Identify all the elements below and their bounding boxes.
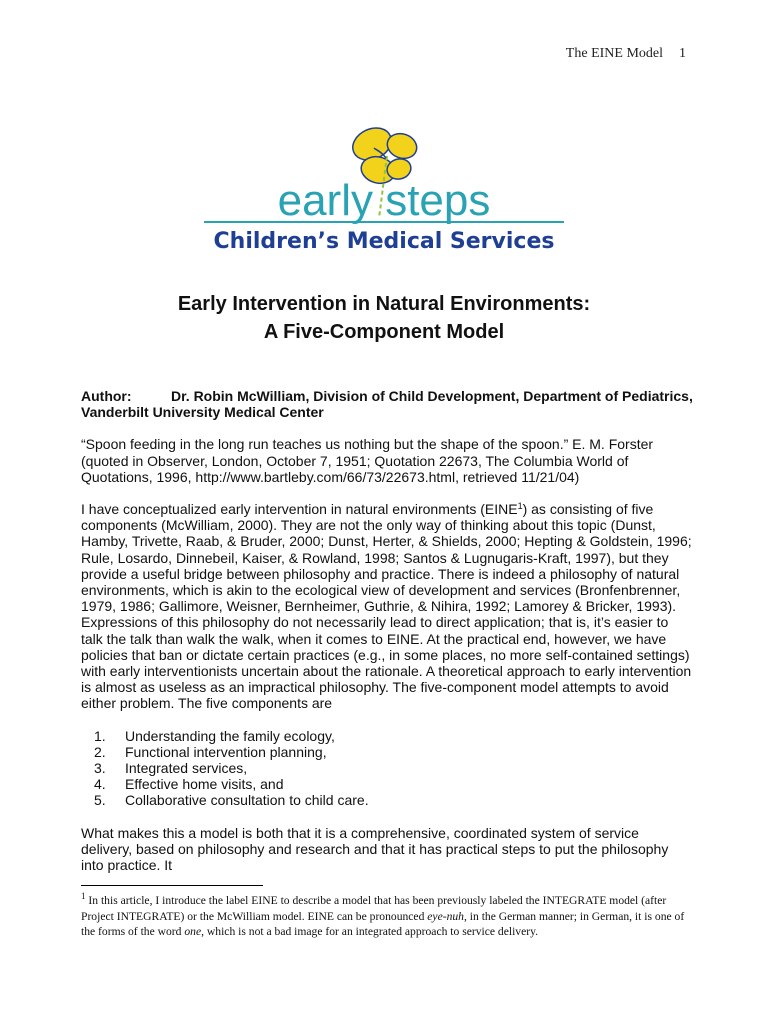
- footnote-divider: [81, 885, 263, 886]
- list-text: Functional intervention planning,: [125, 743, 327, 760]
- running-title: The EINE Model: [565, 46, 663, 61]
- list-text: Understanding the family ecology,: [125, 727, 335, 744]
- footnote-mark: 1: [81, 891, 86, 901]
- running-header: [566, 46, 686, 62]
- document-title: [0, 290, 768, 346]
- list-text: Effective home visits, and: [125, 776, 284, 793]
- title-line-1: Early Intervention in Natural Environments:: [177, 293, 591, 315]
- footnote-reference: 1: [517, 501, 523, 512]
- author-text: Dr. Robin McWilliam, Division of Child Development, Department of Pediatrics, Vanderbilt University Medical Center: [81, 388, 693, 421]
- intro-text-a: I have conceptualized early intervention in natural environments (EINE: [81, 501, 518, 518]
- components-list: [81, 728, 693, 809]
- list-item: [94, 743, 693, 760]
- list-item: [94, 760, 693, 777]
- logo-tagline: Children’s Medical Services: [213, 229, 555, 254]
- logo-wordmark: early steps: [277, 176, 491, 225]
- list-number: 2.: [94, 743, 106, 760]
- list-number: 5.: [94, 792, 106, 809]
- body-content: [81, 388, 693, 889]
- author-line: [81, 388, 693, 420]
- list-item: [94, 727, 693, 744]
- footnote-text-b: , in the German manner; in German, it is one of the forms of the word: [81, 909, 685, 938]
- title-line-2: A Five-Component Model: [263, 321, 505, 343]
- footnote-text-c: , which is not a bad image for an integrated approach to service delivery.: [201, 925, 539, 938]
- epigraph-quote: “Spoon feeding in the long run teaches us nothing but the shape of the spoon.” E. M. Forster (quoted in Observer, London, October 7, 1951; Quotation 22673, The Columbia World of Quotations, 1996, http://www.bartleby.com/66/73/22673.html, retrieved 11/21/04): [81, 436, 654, 485]
- footnote-text-a: In this article, I introduce the label EINE to describe a model that has been previously labeled the INTEGRATE model (after Project INTEGRATE) or the McWilliam model. EINE can be pronounced: [81, 894, 667, 923]
- list-item: [94, 776, 693, 793]
- list-text: Integrated services,: [125, 760, 248, 777]
- list-number: 3.: [94, 760, 106, 777]
- early-steps-logo: [196, 118, 576, 258]
- footnote-pronunciation: eye-nuh: [427, 909, 464, 923]
- footnote: [81, 893, 693, 940]
- list-number: 4.: [94, 776, 106, 793]
- footnote-word: one: [184, 925, 202, 938]
- intro-text-b: ) as consisting of five components (McWilliam, 2000). They are not the only way of thinking about this topic (Dunst, Hamby, Trivette, Raab, & Bruder, 2000; Dunst, Herter, & Shields, 2000; Hepting & Goldstein, 1996; Rule, Losardo, Dinnebeil, Kaiser, & Rowland, 1998; Santos & Lugnugaris-Kraft, 1997), but they provide a useful bridge between philosophy and practice. There is indeed a philosophy of natural environments, which is akin to the ecological view of development and services (Bronfenbrenner, 1979, 1986; Gallimore, Weisner, Bernheimer, Guthrie, & Nihira, 1992; Lamorey & Bricker, 1993). Expressions of this philosophy do not necessarily lead to direct application; that is, it’s easier to talk the talk than walk the walk, when it comes to EINE. At the practical end, however, we have policies that ban or dictate certain practices (e.g., in some places, no more self-contained settings) with early interventionists uncertain about the rationale. A theoretical approach to early intervention is almost as useless as an impractical philosophy. The five-component model attempts to avoid either problem. The five components are: [81, 501, 692, 712]
- list-number: 1.: [94, 727, 106, 744]
- intro-paragraph: [81, 501, 693, 712]
- list-item: [94, 792, 693, 809]
- model-paragraph: What makes this a model is both that it is a comprehensive, coordinated system of service delivery, based on philosophy and research and that it has practical steps to put the philosophy into practice. It: [81, 824, 669, 874]
- list-text: Collaborative consultation to child care.: [125, 792, 369, 809]
- page-number: 1: [679, 46, 686, 61]
- author-label: Author:: [81, 388, 132, 404]
